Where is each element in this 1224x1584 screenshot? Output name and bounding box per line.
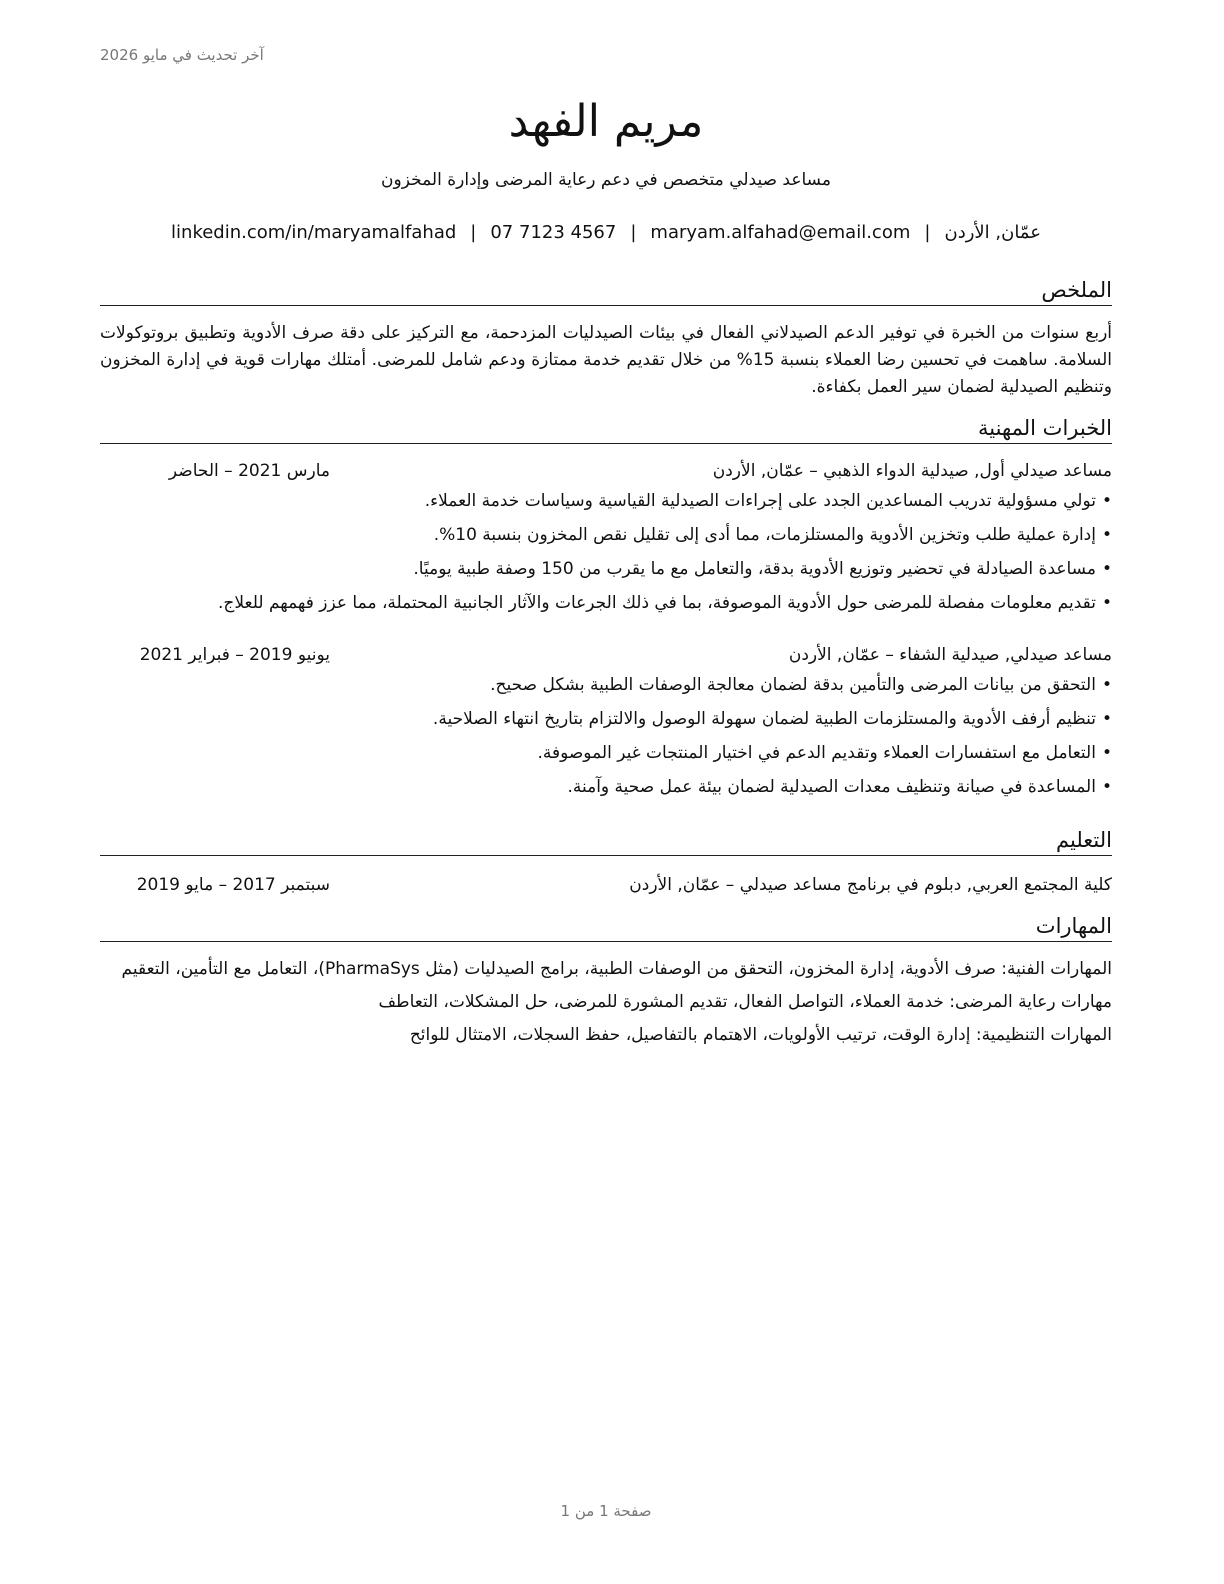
candidate-name: مريم الفهد (508, 96, 704, 147)
skill-line: المهارات الفنية: صرف الأدوية، إدارة المخزون، التحقق من الوصفات الطبية، برامج الصيدليات (مثل PharmaSys)، التعامل مع التأمين، التعقيم (121, 959, 1112, 979)
skills-section (100, 912, 1112, 1049)
section-title-experience: الخبرات المهنية (100, 414, 1112, 444)
job-dates: يونيو 2019 – فبراير 2021 (139, 645, 330, 665)
job-entry (100, 458, 1112, 620)
contact-email[interactable]: maryam.alfahad@email.com (650, 222, 911, 243)
experience-section (100, 414, 1112, 804)
job-bullet: • تقديم معلومات مفصلة للمرضى حول الأدوية الموصوفة، بما في ذلك الجرعات والآثار الجانبية المحتملة، مما عزز فهمهم للعلاج. (100, 586, 1112, 620)
job-bullets (100, 484, 1112, 620)
section-title-education: التعليم (100, 826, 1112, 856)
education-section (100, 826, 1112, 898)
job-bullet: • المساعدة في صيانة وتنظيف معدات الصيدلية لضمان بيئة عمل صحية وآمنة. (100, 770, 1112, 804)
contact-linkedin[interactable]: linkedin.com/in/maryamalfahad (171, 222, 457, 243)
skill-line: مهارات رعاية المرضى: خدمة العملاء، التواصل الفعال، تقديم المشورة للمرضى، حل المشكلات، التعاطف (378, 992, 1112, 1012)
contact-separator: | (924, 222, 931, 243)
job-bullets (100, 668, 1112, 804)
job-dates: مارس 2021 – الحاضر (168, 461, 330, 481)
education-heading: كلية المجتمع العربي, دبلوم في برنامج مساعد صيدلي – عمّان, الأردن (629, 875, 1112, 895)
contact-separator: | (470, 222, 477, 243)
contact-separator: | (630, 222, 637, 243)
job-bullet: • مساعدة الصيادلة في تحضير وتوزيع الأدوية بدقة، والتعامل مع ما يقرب من 150 وصفة طبية يوميًا. (100, 552, 1112, 586)
summary-section (100, 276, 1112, 401)
job-entry (100, 642, 1112, 804)
job-bullet: • تولي مسؤولية تدريب المساعدين الجدد على إجراءات الصيدلية القياسية وسياسات خدمة العملاء. (100, 484, 1112, 518)
job-bullet: • إدارة عملية طلب وتخزين الأدوية والمستلزمات، مما أدى إلى تقليل نقص المخزون بنسبة 10%. (100, 518, 1112, 552)
education-dates: سبتمبر 2017 – مايو 2019 (136, 875, 330, 895)
job-title: مساعد صيدلي, صيدلية الشفاء – عمّان, الأردن (788, 645, 1112, 665)
contact-phone[interactable]: 07 7123 4567 (490, 222, 617, 243)
contact-location: عمّان, الأردن (944, 222, 1041, 243)
job-header (100, 458, 1112, 484)
section-title-summary: الملخص (100, 276, 1112, 306)
job-bullet: • التحقق من بيانات المرضى والتأمين بدقة لضمان معالجة الوصفات الطبية بشكل صحيح. (100, 668, 1112, 702)
contact-line (100, 222, 1112, 243)
job-bullet: • تنظيم أرفف الأدوية والمستلزمات الطبية لضمان سهولة الوصول والالتزام بتاريخ انتهاء الصلاحية. (100, 702, 1112, 736)
job-header (100, 642, 1112, 668)
summary-text: أربع سنوات من الخبرة في توفير الدعم الصيدلاني الفعال في بيئات الصيدليات المزدحمة، مع التركيز على دقة صرف الأدوية وتطبيق بروتوكولات السلامة. ساهمت في تحسين رضا العملاء بنسبة 15% من خلال تقديم خدمة ممتازة ودعم شامل للمرضى. أمتلك مهارات قوية في إدارة المخزون وتنظيم الصيدلية لضمان سير العمل بكفاءة. (100, 323, 1112, 397)
section-title-skills: المهارات (100, 912, 1112, 942)
last-updated-note: آخر تحديث في مايو 2026 (100, 46, 264, 64)
education-entry (100, 872, 1112, 898)
skill-line: المهارات التنظيمية: إدارة الوقت، ترتيب الأولويات، الاهتمام بالتفاصيل، حفظ السجلات، الامتثال للوائح (409, 1025, 1112, 1045)
resume-page (100, 0, 1112, 1584)
page-number: صفحة 1 من 1 (560, 1502, 652, 1520)
job-bullet: • التعامل مع استفسارات العملاء وتقديم الدعم في اختيار المنتجات غير الموصوفة. (100, 736, 1112, 770)
job-title: مساعد صيدلي أول, صيدلية الدواء الذهبي – عمّان, الأردن (712, 461, 1112, 481)
candidate-tagline: مساعد صيدلي متخصص في دعم رعاية المرضى وإدارة المخزون (381, 170, 831, 190)
